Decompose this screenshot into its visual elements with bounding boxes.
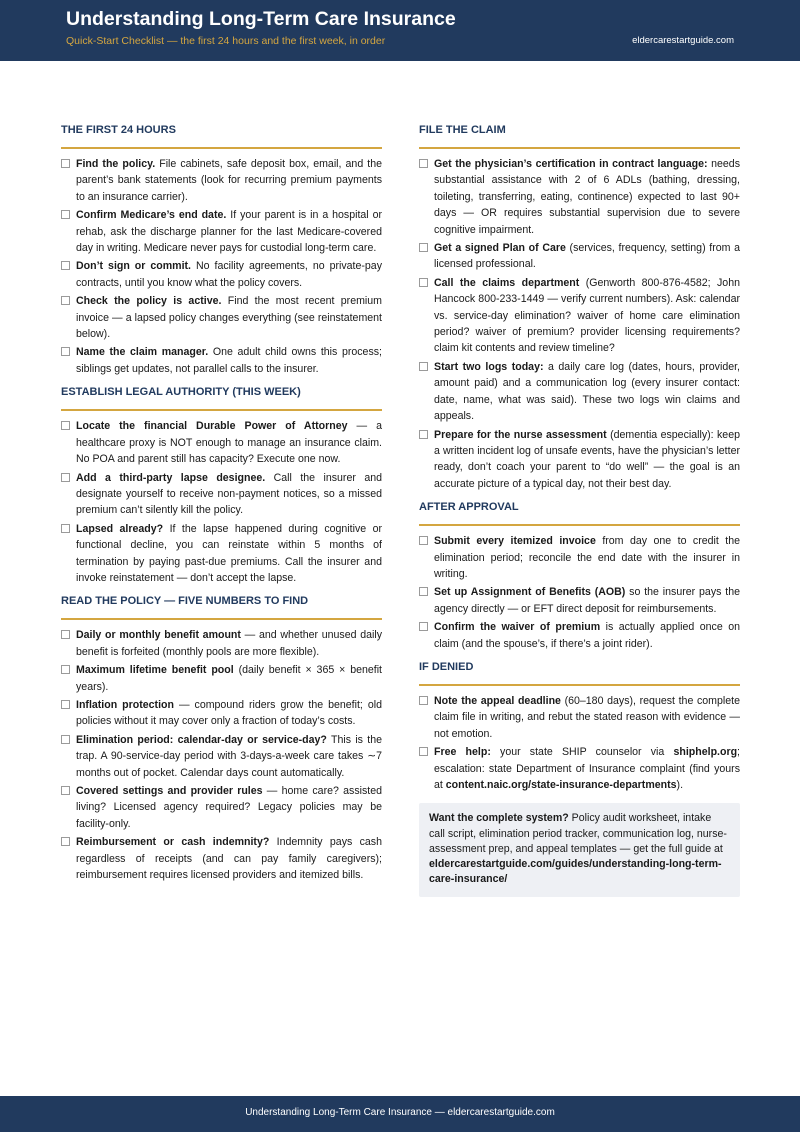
- item-text: (dementia especially): keep a written incident log of unsafe events, have the physician’s letter ready, don’t coach your parent to “do well” — the goal is an accurate picture of a typical day, not their best day.: [434, 428, 740, 490]
- checkbox[interactable]: [419, 362, 428, 371]
- item-lead: Start two logs today:: [434, 360, 544, 373]
- item-lead: Check the policy is active.: [76, 295, 222, 308]
- checklist-item: [419, 240, 740, 273]
- item-text: — compound riders grow the benefit; old policies without it may cover only a fraction of today’s costs.: [76, 698, 382, 728]
- section-read-policy: [61, 594, 382, 883]
- page-footer: [0, 1096, 800, 1132]
- item-text: This is the trap. A 90-service-day period with 3-days-a-week care takes ∼7 months out of pocket. Calendar days count automatically.: [76, 733, 382, 779]
- section-file-claim: [419, 123, 740, 492]
- item-text: a daily care log (dates, hours, provider, amount paid) and a communication log (every insurer contact: date, name, what was said). These two logs win claims and appeals.: [434, 360, 740, 423]
- cta-lead: Want the complete system?: [429, 812, 569, 825]
- checkbox[interactable]: [419, 430, 428, 439]
- item-lead: Get a signed Plan of Care: [434, 242, 566, 255]
- checklist-item: [61, 293, 382, 342]
- section-title: IF DENIED: [419, 660, 740, 686]
- checkbox[interactable]: [419, 622, 428, 631]
- right-column: [419, 123, 740, 897]
- item-lead: Prepare for the nurse assessment: [434, 428, 607, 441]
- checkbox[interactable]: [419, 278, 428, 287]
- checklist-item: [419, 359, 740, 425]
- item-text: from day one to credit the elimination period; reconcile the end date with the insurer in writing.: [434, 535, 741, 580]
- item-lead: Covered settings and provider rules: [76, 785, 263, 797]
- checklist-item: [61, 521, 382, 587]
- section-legal-authority: [61, 385, 382, 586]
- item-text: ).: [676, 779, 684, 791]
- section-if-denied: [419, 660, 740, 793]
- item-text: is actually applied once on claim (and the spouse’s, if there’s a joint rider).: [434, 621, 740, 650]
- section-first-24-hours: [61, 123, 382, 377]
- checklist-item: [61, 783, 382, 832]
- section-title: THE FIRST 24 HOURS: [61, 123, 382, 149]
- item-text: — home care? assisted living? Licensed agency required? Legacy policies may be facility-only.: [76, 785, 382, 830]
- item-lead: Locate the financial Durable Power of Attorney: [76, 420, 348, 433]
- item-lead: Daily or monthly benefit amount: [76, 629, 241, 642]
- checkbox[interactable]: [61, 700, 70, 709]
- item-lead: Find the policy.: [76, 158, 156, 170]
- checklist-item: [419, 275, 740, 357]
- left-column: [61, 123, 382, 891]
- checkbox[interactable]: [61, 735, 70, 744]
- item-text: your state SHIP counselor via: [490, 746, 674, 759]
- checkbox[interactable]: [419, 536, 428, 545]
- checklist-item: [61, 470, 382, 519]
- item-text: so the insurer pays the agency directly — or EFT direct deposit for reimbursements.: [434, 586, 740, 615]
- item-lead: Reimbursement or cash indemnity?: [76, 836, 270, 849]
- checkbox[interactable]: [61, 261, 70, 270]
- item-lead: Name the claim manager.: [76, 346, 209, 359]
- item-text: — and whether unused daily benefit is forfeited (monthly pools are more flexible).: [76, 629, 382, 658]
- item-text: ; escalation: state Department of Insurance complaint (find yours at: [434, 746, 740, 791]
- item-lead: Confirm Medicare’s end date.: [76, 209, 227, 222]
- checklist-item: [61, 156, 382, 205]
- item-lead: Confirm the waiver of premium: [434, 621, 601, 634]
- item-text: If your parent is in a hospital or rehab, ask the discharge planner for the last Medicare-covered day in writing. Medicare never pays for custodial long-term care.: [76, 209, 382, 255]
- item-lead: Note the appeal deadline: [434, 694, 561, 707]
- checkbox[interactable]: [61, 210, 70, 219]
- checklist-item: [61, 697, 382, 730]
- checkbox[interactable]: [419, 159, 428, 168]
- cta-box: [419, 803, 740, 897]
- item-text: (services, frequency, setting) from a licensed professional.: [434, 242, 740, 271]
- item-lead: Get the physician’s certification in contract language:: [434, 158, 708, 170]
- item-text: No facility agreements, no private-pay contracts, until you know what the policy covers.: [76, 260, 382, 289]
- checklist-item: [61, 344, 382, 377]
- item-text: needs substantial assistance with 2 of 6 ADLs (bathing, dressing, toileting, transferring, eating, continence) expected to last 90+ days — OR requires substantial supervision due to severe cognitive impairment.: [434, 158, 740, 236]
- checklist-item: [61, 627, 382, 660]
- checklist-item: [419, 533, 740, 582]
- checklist-item: [61, 834, 382, 883]
- checklist-item: [61, 662, 382, 695]
- item-text: Call the insurer and designate yourself to receive non-payment notices, so a missed premium can’t silently kill the policy.: [76, 471, 382, 517]
- section-title: FILE THE CLAIM: [419, 123, 740, 149]
- item-text: (60–180 days), request the complete claim file in writing, and rebut the stated reason with evidence — not emotion.: [434, 694, 740, 740]
- item-text: Find the most recent premium invoice — a lapsed policy changes everything (see reinstatement below).: [76, 295, 382, 341]
- checkbox[interactable]: [419, 587, 428, 596]
- footer-text: Understanding Long-Term Care Insurance — eldercarestartguide.com: [245, 1107, 555, 1118]
- item-text: (daily benefit × 365 × benefit years).: [76, 664, 382, 693]
- section-after-approval: [419, 500, 740, 652]
- item-lead: Don’t sign or commit.: [76, 260, 192, 273]
- checkbox[interactable]: [419, 747, 428, 756]
- checkbox[interactable]: [61, 665, 70, 674]
- item-lead: Maximum lifetime benefit pool: [76, 664, 234, 677]
- page-header: [0, 0, 800, 61]
- checkbox[interactable]: [61, 786, 70, 795]
- item-text: Indemnity pays cash regardless of receipts (and can pay family caregivers); reimbursement requires licensed providers and itemized bills.: [76, 836, 382, 882]
- item-lead: Submit every itemized invoice: [434, 535, 596, 548]
- item-lead: Set up Assignment of Benefits (AOB): [434, 586, 626, 599]
- checklist-item: [419, 427, 740, 493]
- cta-text: Policy audit worksheet, intake call script, elimination period tracker, communication log, nurse-assessment prep, and appeal templates — get the full guide at: [429, 812, 727, 855]
- item-lead: Add a third-party lapse designee.: [76, 471, 266, 484]
- section-title: READ THE POLICY — FIVE NUMBERS TO FIND: [61, 594, 382, 620]
- checkbox[interactable]: [61, 630, 70, 639]
- item-lead: Free help:: [434, 746, 491, 759]
- guide-link[interactable]: eldercarestartguide.com/guides/understanding-long-term-care-insurance/: [429, 858, 722, 886]
- checkbox[interactable]: [61, 473, 70, 482]
- section-title: AFTER APPROVAL: [419, 500, 740, 526]
- item-lead: Elimination period: calendar-day or service-day?: [76, 733, 327, 746]
- header-site-link[interactable]: eldercarestartguide.com: [632, 35, 734, 46]
- item-text: — a healthcare proxy is NOT enough to manage an insurance claim. No POA and parent still has capacity? Execute one now.: [76, 420, 382, 466]
- checkbox[interactable]: [61, 421, 70, 430]
- checklist-item: [61, 732, 382, 781]
- checkbox[interactable]: [61, 347, 70, 356]
- checkbox[interactable]: [61, 159, 70, 168]
- checkbox[interactable]: [419, 243, 428, 252]
- checklist-item: [419, 584, 740, 617]
- checkbox[interactable]: [419, 696, 428, 705]
- checklist-item: [419, 693, 740, 742]
- checklist-item: [61, 207, 382, 256]
- document-title: Understanding Long-Term Care Insurance: [66, 8, 456, 30]
- section-title: ESTABLISH LEGAL AUTHORITY (THIS WEEK): [61, 385, 382, 411]
- checklist-item: [61, 258, 382, 291]
- document-subtitle: Quick-Start Checklist — the first 24 hours and the first week, in order: [66, 35, 386, 47]
- checkbox[interactable]: [61, 837, 70, 846]
- item-text: File cabinets, safe deposit box, email, and the parent’s bank statements (look for recurring premium payments to an insurance carrier).: [76, 158, 383, 203]
- item-text: One adult child owns this process; siblings get updates, not parallel calls to the insurer.: [76, 346, 382, 375]
- item-text: (Genworth 800-876-4582; John Hancock 800-233-1449 — verify current numbers). Ask: calendar vs. service-day elimination? waiver of home care elimination period? waiver of premium? provider licensing requirements? claim kit contents and review timeline?: [434, 276, 740, 355]
- checkbox[interactable]: [61, 524, 70, 533]
- item-lead: Inflation protection: [76, 698, 174, 711]
- checklist-item: [419, 744, 740, 793]
- naic-link[interactable]: content.naic.org/state-insurance-departments: [445, 779, 677, 791]
- checklist-item: [419, 619, 740, 652]
- item-text: If the lapse happened during cognitive or functional decline, you can reinstate within 5 months of termination by paying past-due premiums. Call the insurer and invoke reinstatement — don’t accept the lapse.: [76, 522, 383, 584]
- item-lead: Call the claims department: [434, 276, 580, 289]
- shiphelp-link[interactable]: shiphelp.org: [673, 746, 738, 759]
- checklist-item: [419, 156, 740, 238]
- checklist-item: [61, 418, 382, 467]
- item-lead: Lapsed already?: [76, 522, 164, 535]
- checkbox[interactable]: [61, 296, 70, 305]
